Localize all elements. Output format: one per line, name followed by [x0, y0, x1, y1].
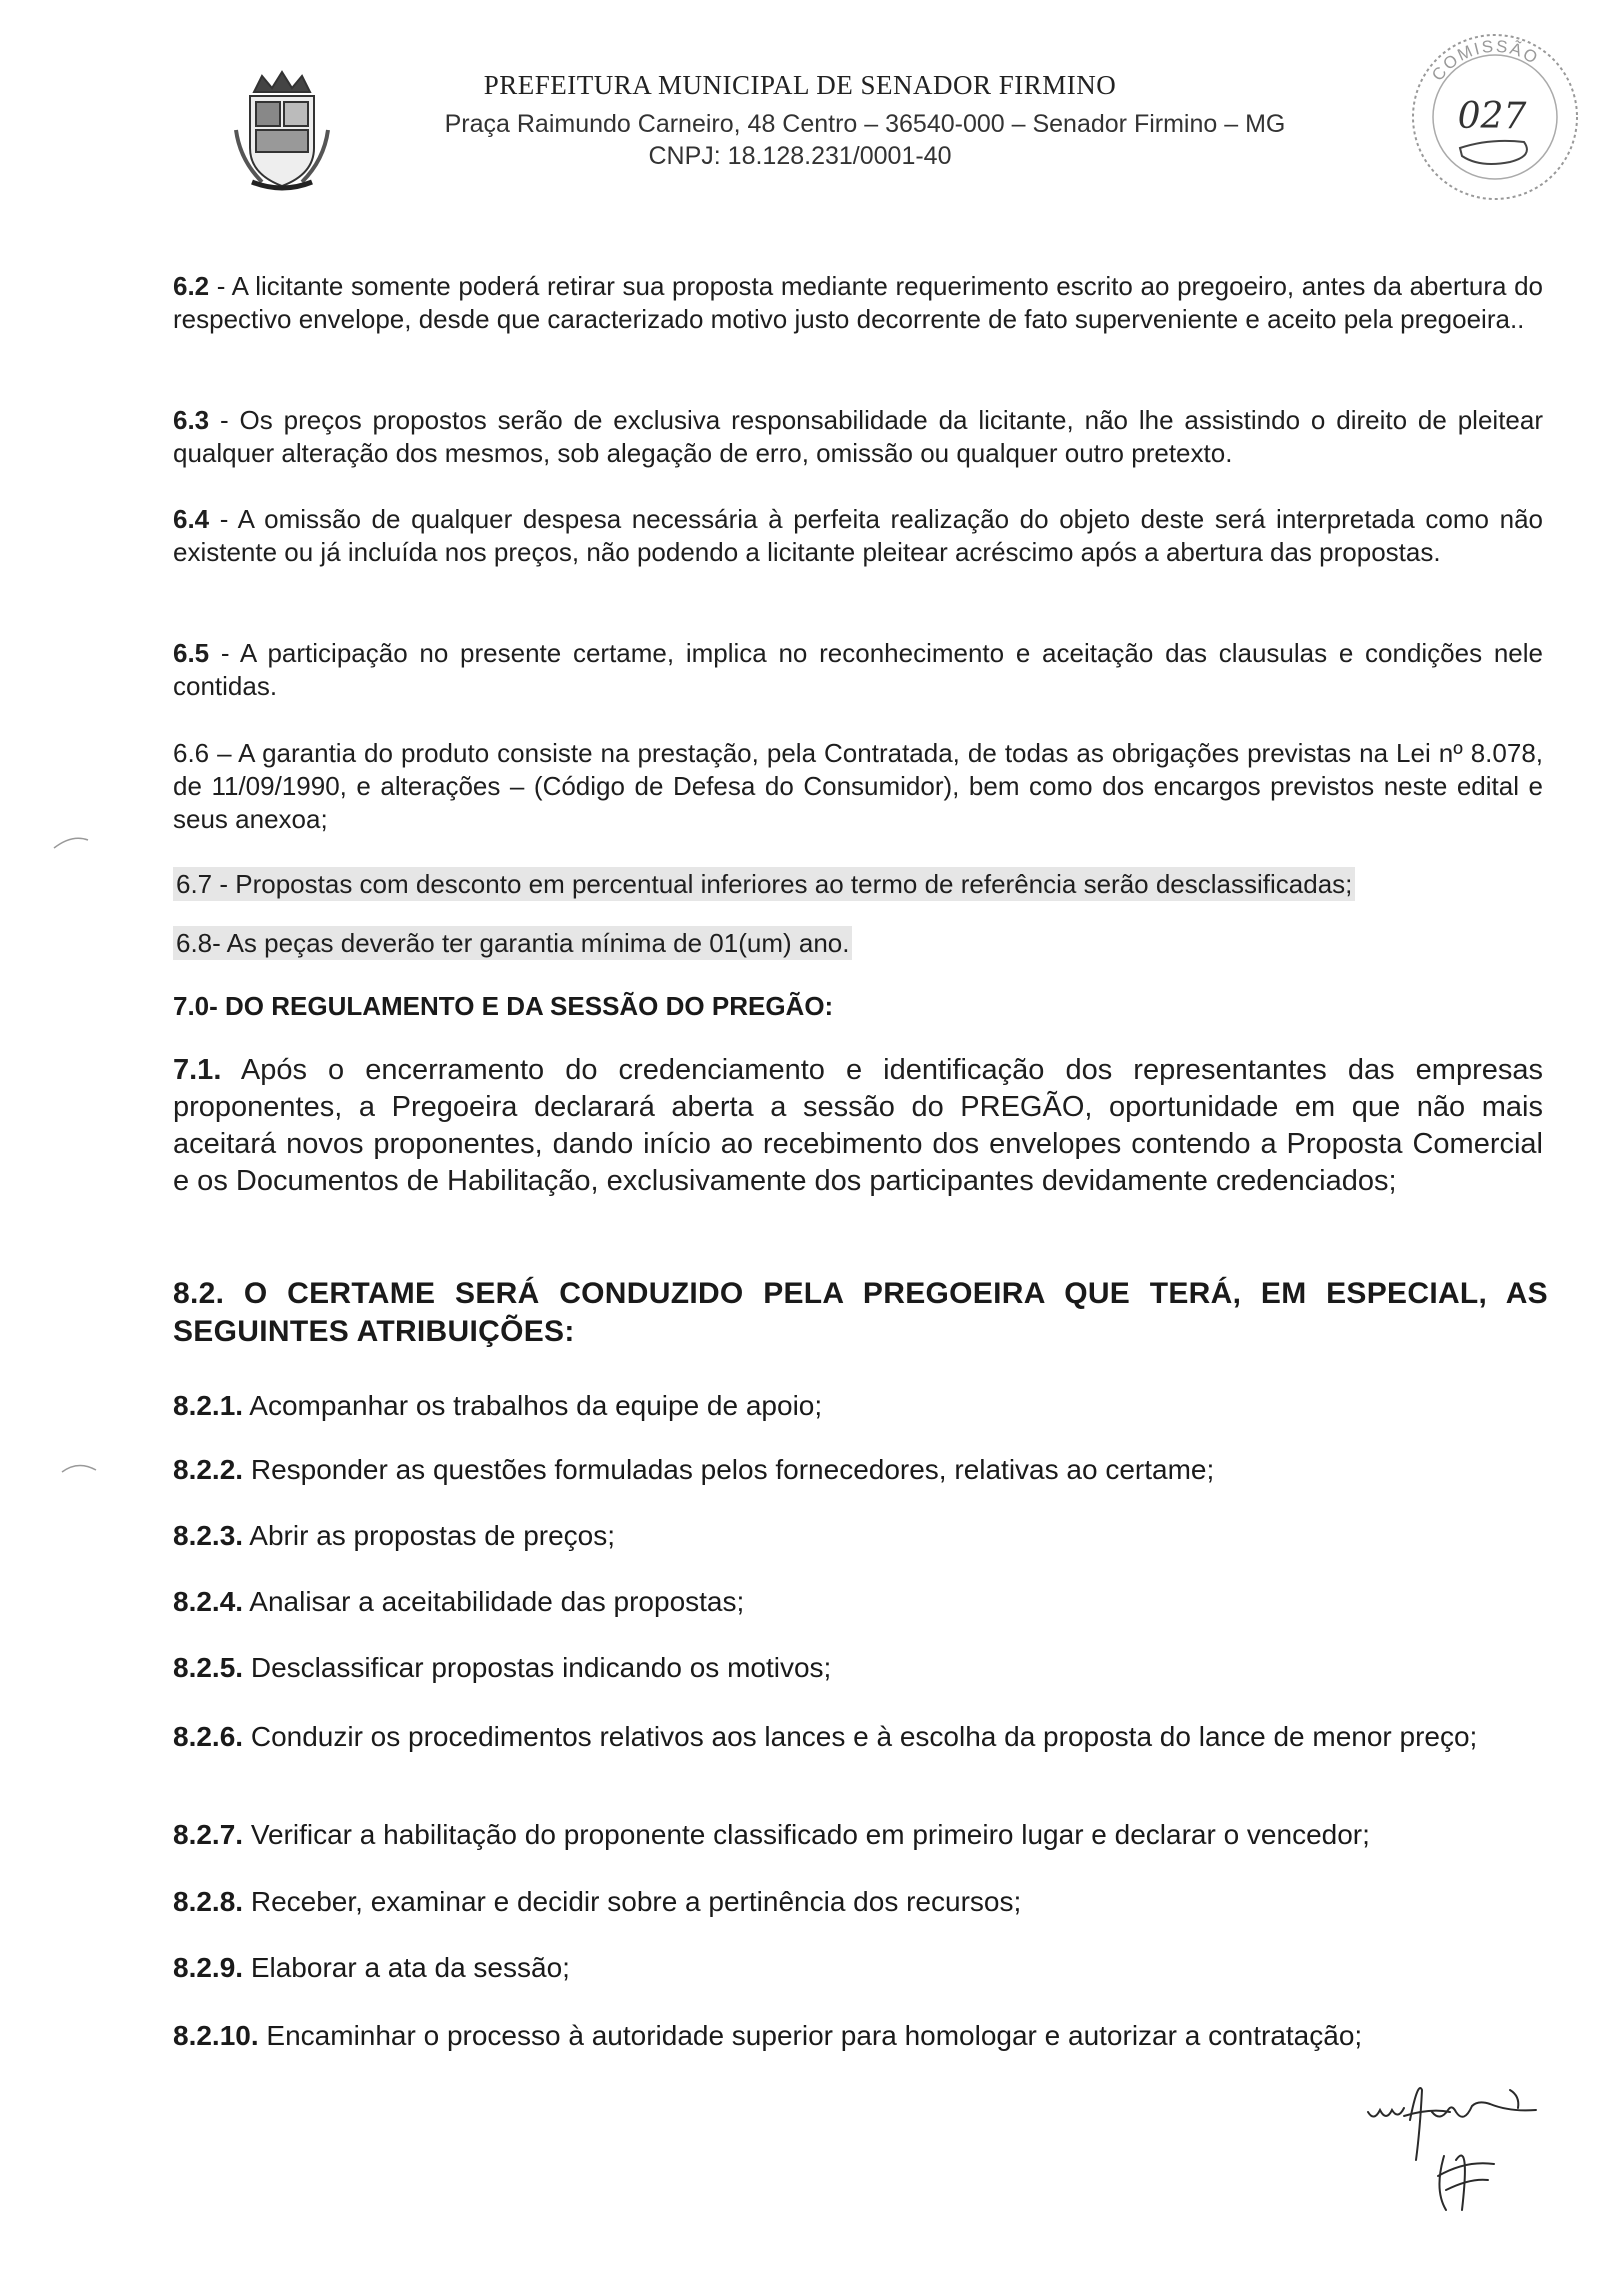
highlighted-text: 6.7 - Propostas com desconto em percentual inferiores ao termo de referência serão desclassificadas;: [173, 867, 1355, 901]
item-8-2-2: 8.2.2. Responder as questões formuladas pelos fornecedores, relativas ao certame;: [173, 1454, 1215, 1485]
item-8-2-5: 8.2.5. Desclassificar propostas indicando os motivos;: [173, 1652, 832, 1683]
margin-mark-icon: [60, 1458, 100, 1478]
margin-mark-icon: [52, 832, 92, 852]
header-cnpj: CNPJ: 18.128.231/0001-40: [648, 142, 952, 170]
item-8-2-6: 8.2.6. Conduzir os procedimentos relativos aos lances e à escolha da proposta do lance de menor preço;: [173, 1721, 1478, 1752]
section-6-3: 6.3 - Os preços propostos serão de exclusiva responsabilidade da licitante, não lhe assistindo o direito de pleitear qualquer alteração dos mesmos, sob alegação de erro, omissão ou qualquer outro pretexto.: [173, 405, 1543, 468]
heading-section-7: 7.0- DO REGULAMENTO E DA SESSÃO DO PREGÃO:: [173, 991, 834, 1021]
commission-stamp-icon: [1400, 22, 1590, 212]
header-title: PREFEITURA MUNICIPAL DE SENADOR FIRMINO: [483, 70, 1117, 100]
svg-text:COMISSÃO: COMISSÃO: [1428, 36, 1543, 85]
section-6-8: [173, 927, 1543, 960]
highlighted-text: 6.8- As peças deverão ter garantia mínima de 01(um) ano.: [173, 926, 852, 960]
section-6-7: [173, 868, 1543, 901]
item-8-2-10: 8.2.10. Encaminhar o processo à autoridade superior para homologar e autorizar a contratação;: [173, 2020, 1363, 2051]
item-8-2-7: 8.2.7. Verificar a habilitação do proponente classificado em primeiro lugar e declarar o vencedor;: [173, 1819, 1370, 1850]
header-address: Praça Raimundo Carneiro, 48 Centro – 36540-000 – Senador Firmino – MG: [444, 110, 1286, 138]
svg-text:027: 027: [1457, 96, 1527, 137]
section-6-2: 6.2 - A licitante somente poderá retirar sua proposta mediante requerimento escrito ao pregoeiro, antes da abertura do respectivo envelope, desde que caracterizado motivo justo decorrente de fato superveniente e aceito pela pregoeira..: [173, 271, 1543, 334]
heading-section-8-2: 8.2. O CERTAME SERÁ CONDUZIDO PELA PREGOEIRA QUE TERÁ, EM ESPECIAL, AS SEGUINTES ATRIBUIÇÕES:: [173, 1277, 1548, 1348]
section-7-1: 7.1. Após o encerramento do credenciamento e identificação dos representantes das empresas proponentes, a Pregoeira declarará aberta a sessão do PREGÃO, oportunidade em que não mais aceitará novos proponentes, dando início ao recebimento dos envelopes contendo a Proposta Comercial e os Documentos de Habilitação, exclusivamente dos participantes devidamente credenciados;: [173, 1054, 1543, 1197]
section-6-6: 6.6 – A garantia do produto consiste na prestação, pela Contratada, de todas as obrigações previstas na Lei nº 8.078, de 11/09/1990, e alterações – (Código de Defesa do Consumidor), bem como dos encargos previstos neste edital e seus anexoa;: [173, 738, 1543, 834]
handwritten-signature-icon: [1360, 2060, 1560, 2230]
section-6-5: 6.5 - A participação no presente certame, implica no reconhecimento e aceitação das clausulas e condições nele contidas.: [173, 638, 1543, 701]
item-8-2-8: 8.2.8. Receber, examinar e decidir sobre a pertinência dos recursos;: [173, 1886, 1022, 1917]
item-8-2-3: 8.2.3. Abrir as propostas de preços;: [173, 1520, 616, 1551]
item-8-2-1: 8.2.1. Acompanhar os trabalhos da equipe de apoio;: [173, 1390, 823, 1421]
item-8-2-9: 8.2.9. Elaborar a ata da sessão;: [173, 1952, 570, 1983]
item-8-2-4: 8.2.4. Analisar a aceitabilidade das propostas;: [173, 1586, 745, 1617]
section-6-4: 6.4 - A omissão de qualquer despesa necessária à perfeita realização do objeto deste será interpretada como não existente ou já incluída nos preços, não podendo a licitante pleitear acréscimo após a abertura das propostas.: [173, 504, 1543, 567]
